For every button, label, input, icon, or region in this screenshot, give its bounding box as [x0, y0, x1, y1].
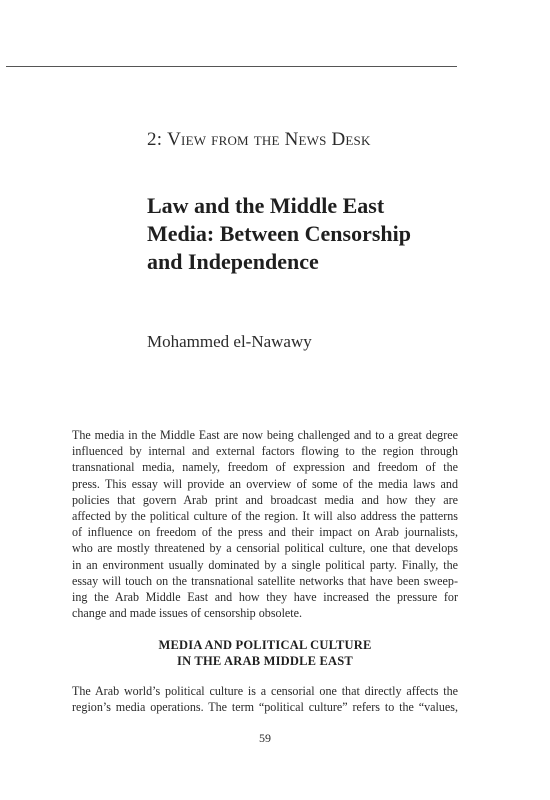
abstract-line: essay will touch on the transnational satellite networks that have been sweep-: [72, 573, 458, 588]
section-heading: [72, 637, 458, 669]
section-heading-line: MEDIA AND POLITICAL CULTURE: [158, 638, 372, 652]
abstract-line: change and made issues of censorship obsolete.: [72, 606, 303, 621]
body-line: The Arab world’s political culture is a censorial one that directly affects the: [72, 684, 458, 698]
abstract-line: affected by the political culture of the region. It will also address the patterns: [72, 509, 458, 524]
chapter-title-line: Media: Between Censorship: [147, 221, 411, 246]
abstract-line: The media in the Middle East are now being challenged and to a great degree: [72, 428, 458, 442]
abstract-line: influenced by internal and external factors flowing to the region through: [72, 444, 458, 459]
abstract-line: transnational media, namely, freedom of expression and freedom of the: [72, 460, 458, 475]
abstract-line: ing the Arab Middle East and how they have increased the pressure for: [72, 590, 458, 605]
abstract-line: policies that govern Arab print and broadcast media and how they are: [72, 492, 458, 507]
abstract-paragraph: [72, 427, 458, 621]
chapter-number: 2:: [147, 129, 163, 150]
chapter-part-title: View from the News Desk: [167, 129, 371, 150]
section-heading-line: IN THE ARAB MIDDLE EAST: [177, 654, 353, 668]
body-line: region’s media operations. The term “political culture” refers to the “values,: [72, 700, 458, 715]
author-name: Mohammed el-Nawawy: [147, 332, 312, 351]
chapter-title-line: and Independence: [147, 249, 319, 274]
body-paragraph: [72, 683, 458, 715]
abstract-line: who are mostly threatened by a censorial political culture, one that develops: [72, 541, 458, 556]
header-rule: [6, 66, 457, 67]
abstract-line: press. This essay will provide an overview of some of the media laws and: [72, 476, 458, 491]
chapter-label: [147, 129, 371, 151]
chapter-title-line: Law and the Middle East: [147, 193, 385, 218]
abstract-line: in an environment usually dominated by a single political party. Finally, the: [72, 557, 458, 572]
chapter-title: [147, 192, 467, 276]
page-number: 59: [259, 731, 271, 745]
abstract-line: of influence on freedom of the press and their impact on Arab journalists,: [72, 525, 458, 540]
